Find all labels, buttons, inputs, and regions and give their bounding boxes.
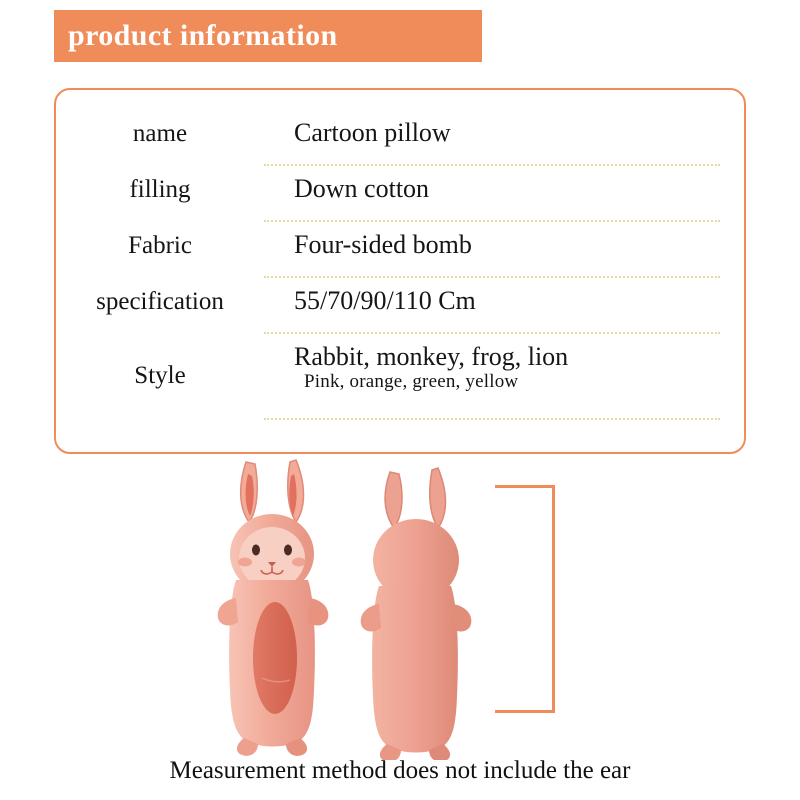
rabbit-ears-front [241,460,304,522]
rabbit-cheek-right [292,558,306,567]
spec-value: Down cotton [294,174,430,203]
rabbit-arm-left-back [361,604,381,631]
spec-value-cell [264,168,744,204]
spec-label: Style [134,362,186,389]
table-row [56,112,744,168]
spec-value-cell [264,112,744,148]
table-row [56,168,744,224]
spec-value: Four-sided bomb [294,230,472,259]
measurement-tick-bottom [495,710,555,713]
spec-table [56,112,744,422]
spec-label: filling [129,176,191,203]
row-divider [264,418,720,420]
spec-value: 55/70/90/110 Cm [294,286,476,315]
spec-label: Fabric [128,232,192,259]
spec-value-sub: Pink, orange, green, yellow [304,371,519,392]
rabbit-eye-left [252,545,260,556]
pink-rabbit-plush-front [218,460,329,756]
spec-value-cell [264,280,744,316]
table-row [56,336,744,422]
rabbit-face-patch [239,527,305,589]
rabbit-arm-right [308,598,328,625]
spec-value: Rabbit, monkey, frog, lion [294,342,569,371]
row-divider [264,332,720,334]
spec-value: Cartoon pillow [294,118,451,147]
table-row [56,280,744,336]
rabbit-cheek-left [238,558,252,567]
spec-value-cell [264,336,744,393]
rabbit-belly-patch [253,602,297,714]
measurement-caption: Measurement method does not include the ear [169,757,631,784]
measurement-bracket [495,485,575,713]
product-illustration [0,450,800,760]
rabbit-arm-left [218,598,238,625]
measurement-line [552,485,555,713]
row-divider [264,276,720,278]
page-title: product information [68,19,338,52]
product-information-card [54,88,746,454]
row-divider [264,164,720,166]
rabbit-arm-right-back [451,604,471,631]
rabbit-body-back [372,586,458,753]
spec-value-cell [264,224,744,260]
rabbit-ears-back [385,468,445,528]
spec-label: specification [96,288,224,315]
row-divider [264,220,720,222]
measurement-tick-top [495,485,555,488]
spec-label: name [132,120,188,147]
plush-toys-figure [0,450,800,760]
table-row [56,224,744,280]
rabbit-eye-right [284,545,292,556]
page-header-banner [54,10,482,62]
pink-rabbit-plush-back [361,468,472,760]
